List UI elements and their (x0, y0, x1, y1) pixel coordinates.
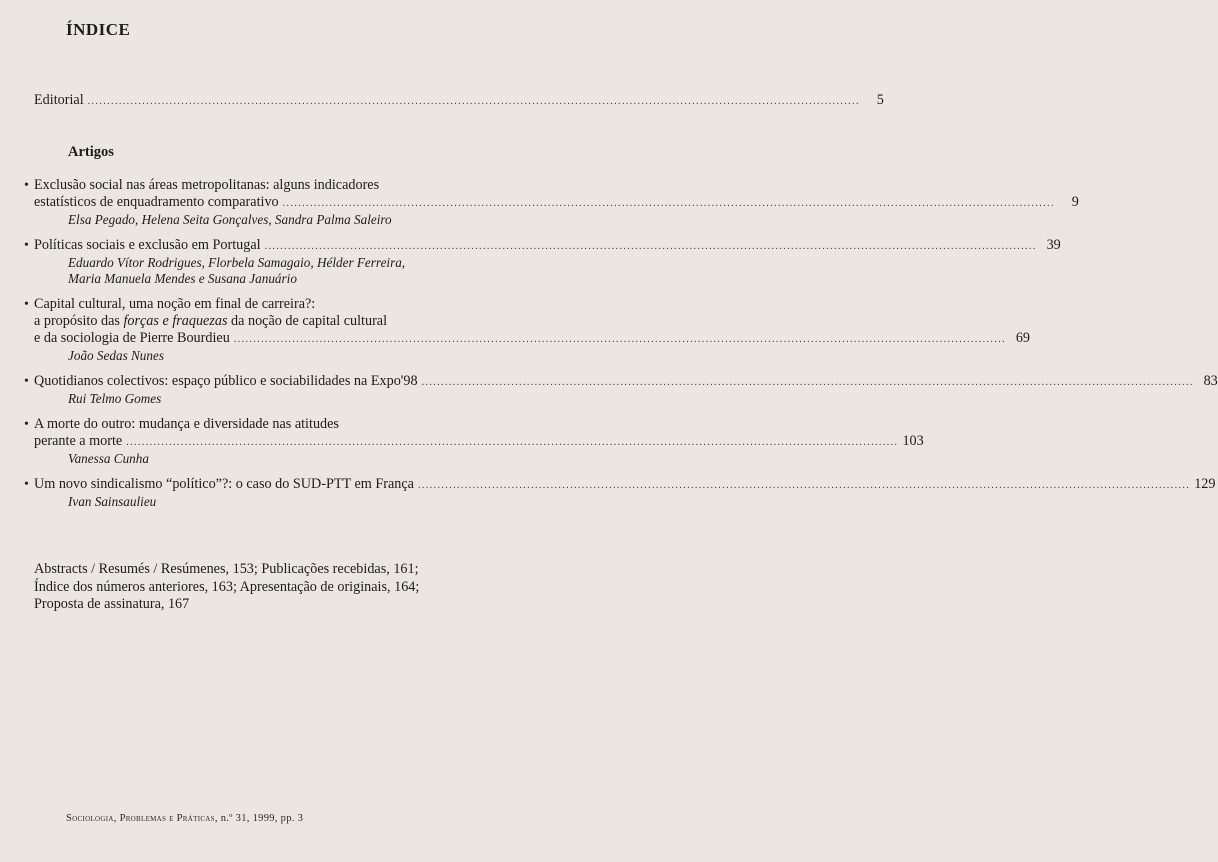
page-number: 129 (1194, 476, 1216, 492)
leader-dots: ...................................................................................................................................................................................................... (264, 241, 1037, 252)
toc-entry-article-5[interactable] (24, 416, 924, 467)
back-matter-line: Proposta de assinatura, 167 (34, 596, 190, 612)
page-title: ÍNDICE (66, 20, 131, 39)
bullet-mark: • (24, 417, 29, 432)
article-title-line: Capital cultural, uma noção em final de carreira?: (34, 296, 316, 312)
toc-entry-article-3[interactable] (24, 296, 1031, 364)
article-authors: Ivan Sainsaulieu (68, 494, 157, 509)
bullet-mark: • (24, 374, 29, 389)
page-number: 39 (1046, 237, 1061, 253)
section-title: Artigos (68, 144, 114, 160)
toc-entry-label: Editorial (34, 92, 84, 108)
leader-dots: ...................................................................................................................................................................................................... (421, 377, 1194, 388)
article-authors: Vanessa Cunha (68, 451, 149, 466)
issue-details: , n.º 31, 1999, pp. 3 (214, 813, 304, 824)
running-footer (66, 813, 303, 824)
toc-entry-article-2[interactable] (24, 237, 1061, 287)
article-title-line: Exclusão social nas áreas metropolitanas: alguns indicadores (34, 177, 380, 193)
leader-dots: ...................................................................................................................................................................................................... (87, 96, 860, 107)
back-matter-line: Abstracts / Resumés / Resúmenes, 153; Publicações recebidas, 161; (34, 561, 419, 577)
bullet-mark: • (24, 477, 29, 492)
article-authors: Eduardo Vítor Rodrigues, Florbela Samagaio, Hélder Ferreira, (68, 255, 406, 270)
article-title-line: Políticas sociais e exclusão em Portugal (34, 237, 261, 253)
article-title-line: e da sociologia de Pierre Bourdieu (34, 330, 230, 346)
article-authors: Maria Manuela Mendes e Susana Januário (68, 271, 297, 286)
article-authors: João Sedas Nunes (68, 348, 164, 363)
bullet-mark: • (24, 297, 29, 312)
toc-entry-article-6[interactable] (24, 476, 1216, 510)
toc-entry-article-1[interactable] (24, 177, 1079, 228)
leader-dots: ...................................................................................................................................................................................................... (126, 437, 899, 448)
leader-dots: ...................................................................................................................................................................................................... (417, 480, 1191, 491)
article-title-line: Um novo sindicalismo “político”?: o caso do SUD-PTT em França (34, 476, 414, 492)
page-number: 5 (876, 92, 884, 108)
article-authors: Rui Telmo Gomes (68, 391, 162, 406)
article-title-line: perante a morte (34, 433, 123, 449)
article-title-line: a propósito das forças e fraquezas da noção de capital cultural (34, 313, 388, 329)
article-authors: Elsa Pegado, Helena Seita Gonçalves, Sandra Palma Saleiro (68, 212, 392, 227)
article-title-line: Quotidianos colectivos: espaço público e sociabilidades na Expo'98 (34, 373, 418, 389)
page-number: 9 (1071, 194, 1079, 210)
page-number: 69 (1015, 330, 1031, 346)
article-title-line: estatísticos de enquadramento comparativo (34, 194, 279, 210)
page-number: 83 (1203, 373, 1218, 389)
bullet-mark: • (24, 178, 29, 193)
toc-entry-editorial[interactable] (34, 92, 884, 110)
back-matter-line: Índice dos números anteriores, 163; Apresentação de originais, 164; (34, 578, 420, 595)
leader-dots: ...................................................................................................................................................................................................... (282, 198, 1055, 209)
leader-dots: ...................................................................................................................................................................................................... (233, 334, 1007, 345)
article-title-line: A morte do outro: mudança e diversidade nas atitudes (34, 416, 339, 432)
bullet-mark: • (24, 238, 29, 253)
toc-entry-article-4[interactable] (24, 373, 1218, 407)
back-matter-list (34, 561, 524, 614)
journal-name: Sociologia, Problemas e Práticas (66, 813, 215, 824)
page-number: 103 (902, 433, 924, 449)
